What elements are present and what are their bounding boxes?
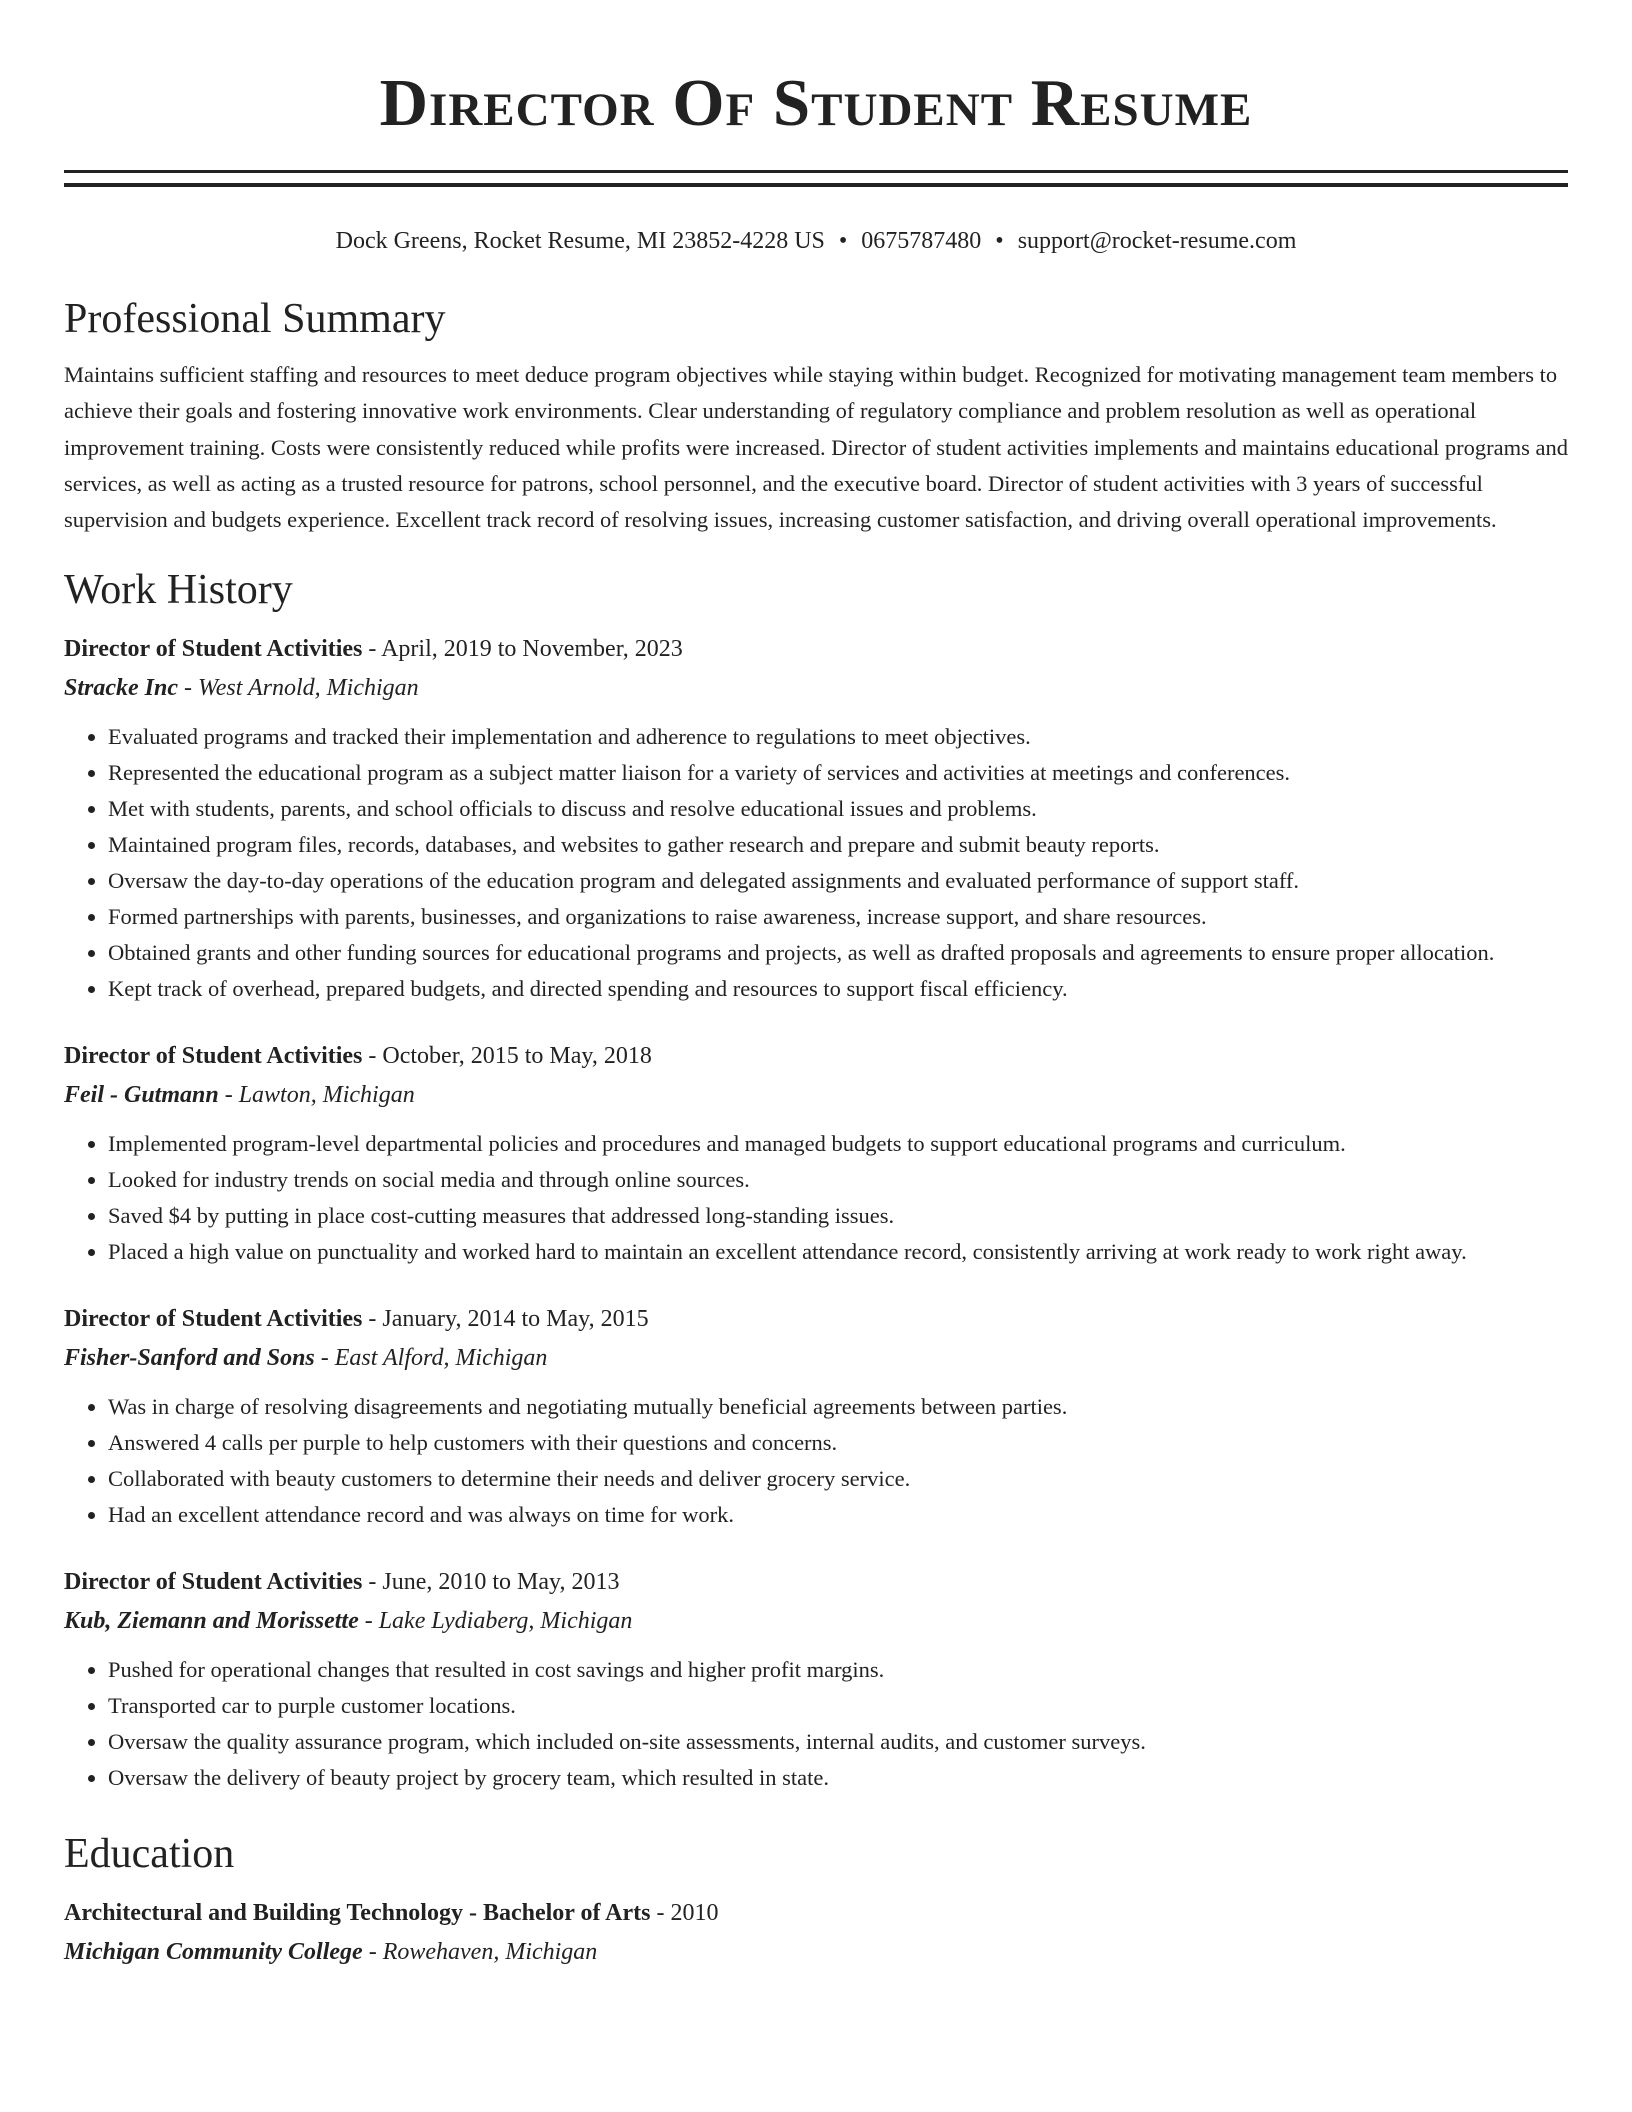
job-entry <box>64 1037 1568 1270</box>
job-title-line <box>64 1300 1568 1339</box>
title-divider <box>64 170 1568 187</box>
job-company-line <box>64 669 1568 708</box>
job-company: Feil - Gutmann <box>64 1081 219 1108</box>
education-year: - 2010 <box>650 1900 719 1927</box>
job-bullet: • Transported car to purple customer locations. <box>108 1688 1568 1724</box>
job-location: - Lawton, Michigan <box>218 1081 415 1108</box>
job-title-line <box>64 1037 1568 1076</box>
job-company-line <box>64 1602 1568 1641</box>
job-title: Director of Student Activities <box>64 1569 363 1596</box>
contact-email: support@rocket-resume.com <box>1017 228 1297 254</box>
education-degree: Architectural and Building Technology - Bachelor of Arts <box>64 1900 651 1927</box>
education-location: - Rowehaven, Michigan <box>362 1938 598 1965</box>
job-bullet: • Answered 4 calls per purple to help customers with their questions and concerns. <box>108 1425 1568 1461</box>
contact-address: Dock Greens, Rocket Resume, MI 23852-4228 US <box>335 228 825 254</box>
summary-text: Maintains sufficient staffing and resources to meet deduce program objectives while staying within budget. Recognized for motivating management team members to achieve their goals and fostering innovative work environments. Clear understanding of regulatory compliance and problem resolution as well as operational improvement training. Costs were consistently reduced while profits were increased. Director of student activities implements and maintains educational programs and services, as well as acting as a trusted resource for patrons, school personnel, and the executive board. Director of student activities with 3 years of successful supervision and budgets experience. Excellent track record of resolving issues, increasing customer satisfaction, and driving overall operational improvements. <box>64 362 1568 533</box>
job-company-line <box>64 1339 1568 1378</box>
job-bullet: • Maintained program files, records, databases, and websites to gather research and prepare and submit beauty reports. <box>108 827 1568 863</box>
job-entry <box>64 1300 1568 1533</box>
job-bullet: • Represented the educational program as a subject matter liaison for a variety of services and activities at meetings and conferences. <box>108 755 1568 791</box>
job-bullet: • Implemented program-level departmental policies and procedures and managed budgets to support educational programs and curriculum. <box>108 1126 1568 1162</box>
job-bullet: • Looked for industry trends on social media and through online sources. <box>108 1162 1568 1198</box>
job-bullet: • Evaluated programs and tracked their implementation and adherence to regulations to meet objectives. <box>108 719 1568 755</box>
job-entry <box>64 1563 1568 1796</box>
job-dates: - October, 2015 to May, 2018 <box>362 1043 652 1070</box>
job-bullet: • Formed partnerships with parents, businesses, and organizations to raise awareness, increase support, and share resources. <box>108 899 1568 935</box>
job-bullet: • Obtained grants and other funding sources for educational programs and projects, as well as drafted proposals and agreements to ensure proper allocation. <box>108 935 1568 971</box>
contact-separator: • <box>995 228 1004 254</box>
education-school-line <box>64 1933 1568 1972</box>
job-bullets <box>64 1389 1568 1533</box>
job-dates: - June, 2010 to May, 2013 <box>362 1569 620 1596</box>
job-bullet: • Kept track of overhead, prepared budgets, and directed spending and resources to support fiscal efficiency. <box>108 971 1568 1007</box>
education-degree-line <box>64 1894 1568 1933</box>
job-bullet: • Met with students, parents, and school officials to discuss and resolve educational issues and problems. <box>108 791 1568 827</box>
job-company-line <box>64 1076 1568 1115</box>
job-bullets <box>64 1126 1568 1270</box>
job-title: Director of Student Activities <box>64 636 363 663</box>
contact-phone: 0675787480 <box>861 228 982 254</box>
job-bullet: • Collaborated with beauty customers to determine their needs and deliver grocery service. <box>108 1461 1568 1497</box>
job-bullet: • Placed a high value on punctuality and worked hard to maintain an excellent attendance record, consistently arriving at work ready to work right away. <box>108 1234 1568 1270</box>
contact-info <box>64 225 1568 257</box>
job-location: - Lake Lydiaberg, Michigan <box>358 1607 633 1634</box>
job-title-line <box>64 1563 1568 1602</box>
job-bullet: • Oversaw the quality assurance program, which included on-site assessments, internal audits, and customer surveys. <box>108 1724 1568 1760</box>
job-title: Director of Student Activities <box>64 1043 363 1070</box>
job-bullets <box>64 719 1568 1007</box>
job-bullet: • Oversaw the day-to-day operations of the education program and delegated assignments and evaluated performance of support staff. <box>108 863 1568 899</box>
job-company: Stracke Inc <box>64 674 178 701</box>
job-bullet: • Had an excellent attendance record and was always on time for work. <box>108 1497 1568 1533</box>
job-title: Director of Student Activities <box>64 1306 363 1333</box>
work-history-heading: Work History <box>64 567 293 614</box>
job-bullet: • Saved $4 by putting in place cost-cutting measures that addressed long-standing issues. <box>108 1198 1568 1234</box>
job-location: - West Arnold, Michigan <box>178 674 419 701</box>
job-dates: - January, 2014 to May, 2015 <box>362 1306 649 1333</box>
job-company: Fisher-Sanford and Sons <box>64 1344 315 1371</box>
job-dates: - April, 2019 to November, 2023 <box>362 636 683 663</box>
job-entry <box>64 630 1568 1007</box>
education-school: Michigan Community College <box>64 1938 363 1965</box>
job-location: - East Alford, Michigan <box>314 1344 548 1371</box>
job-company: Kub, Ziemann and Morissette <box>64 1607 359 1634</box>
job-bullet: • Oversaw the delivery of beauty project by grocery team, which resulted in state. <box>108 1760 1568 1796</box>
summary-heading: Professional Summary <box>64 296 446 342</box>
contact-separator: • <box>838 228 848 254</box>
job-bullet: • Pushed for operational changes that resulted in cost savings and higher profit margins. <box>108 1652 1568 1688</box>
job-bullet: • Was in charge of resolving disagreements and negotiating mutually beneficial agreements between parties. <box>108 1389 1568 1425</box>
job-bullets <box>64 1652 1568 1796</box>
job-title-line <box>64 630 1568 669</box>
education-heading: Education <box>64 1831 235 1878</box>
resume-title: Director Of Student Resume <box>379 66 1253 140</box>
